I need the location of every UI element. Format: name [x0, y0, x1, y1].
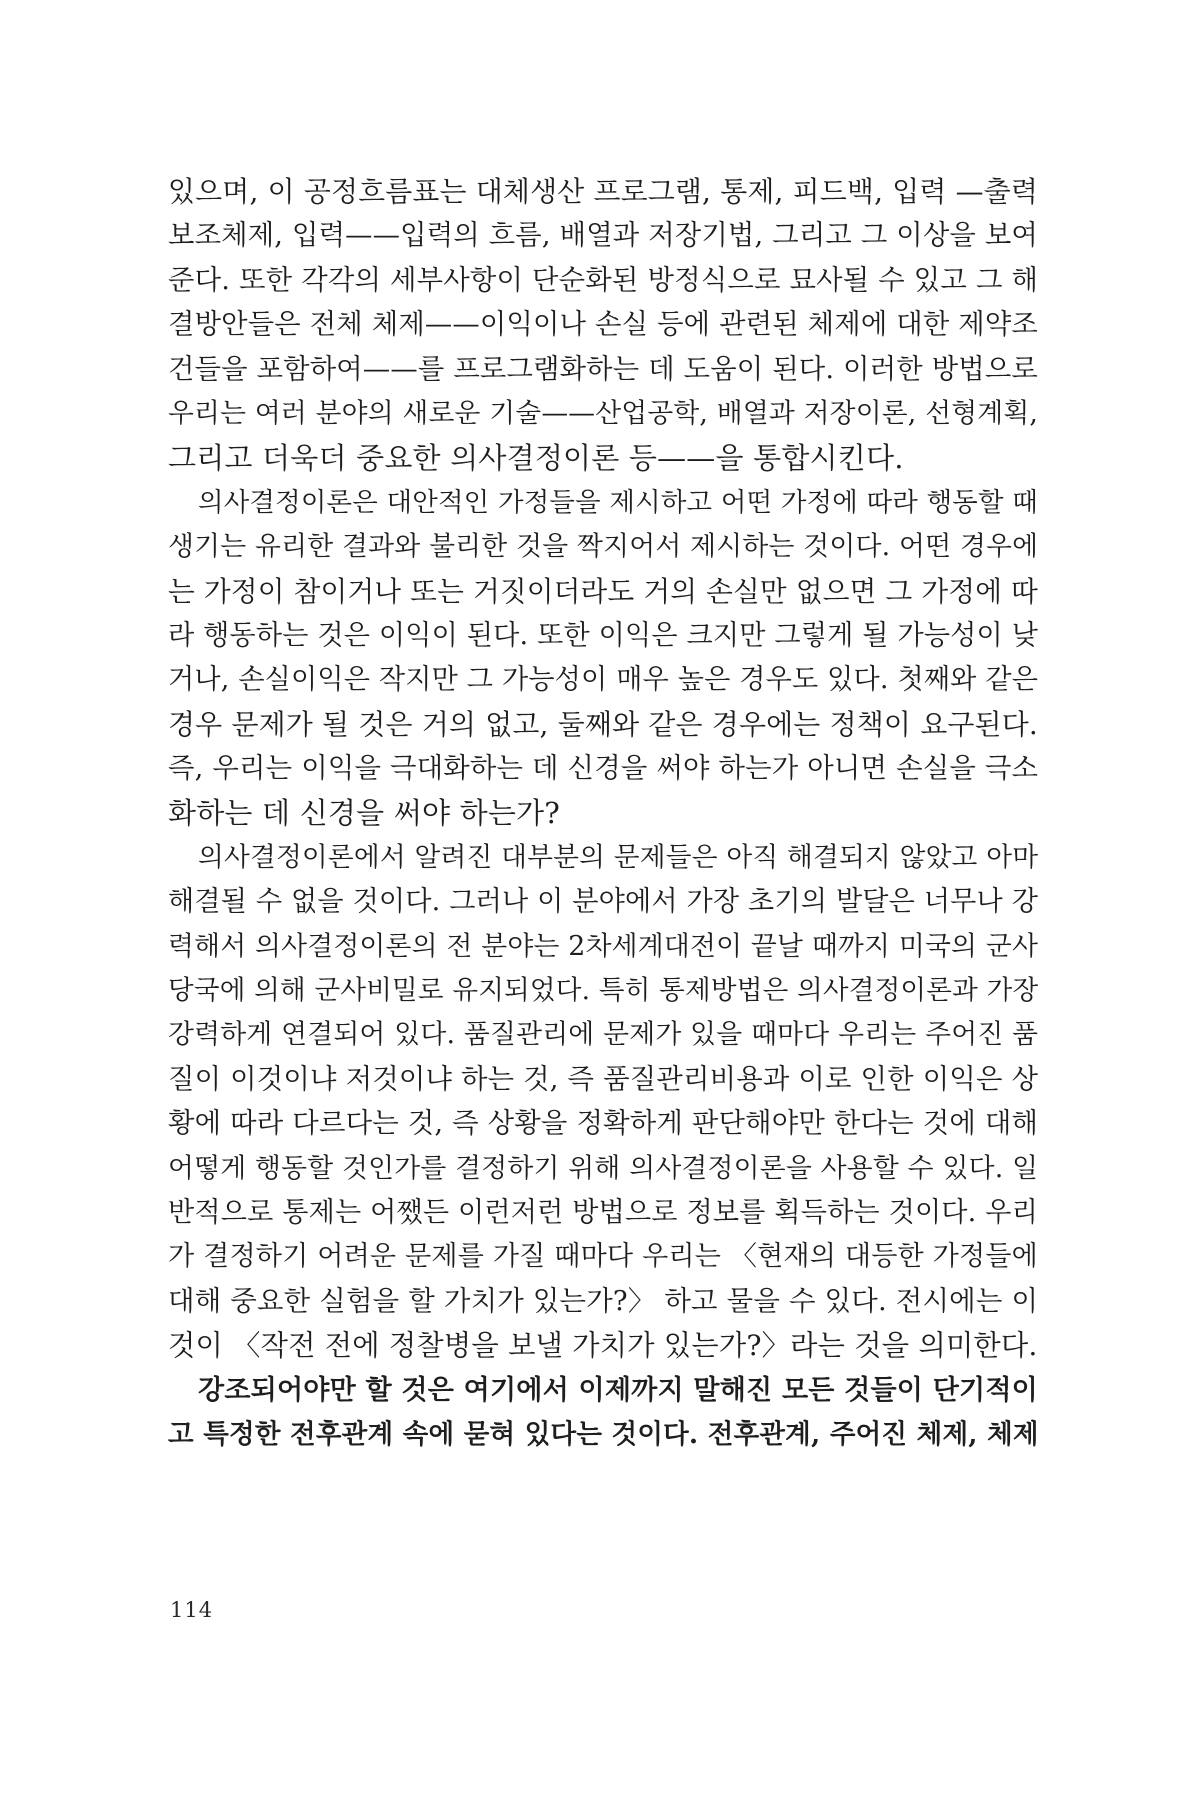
- text-line: 준다. 또한 각각의 세부사항이 단순화된 방정식으로 묘사될 수 있고 그 해: [168, 264, 1039, 296]
- text-line: 고 특정한 전후관계 속에 묻혀 있다는 것이다. 전후관계, 주어진 체제, 체제: [168, 1418, 1039, 1450]
- text-line: 반적으로 통제는 어쨌든 이런저런 방법으로 정보를 획득하는 것이다. 우리: [168, 1196, 1038, 1228]
- text-line: 화하는 데 신경을 써야 하는가?: [168, 796, 560, 831]
- text-line: 의사결정이론은 대안적인 가정들을 제시하고 어떤 가정에 따라 행동할 때: [198, 486, 1039, 518]
- text-line: 라 행동하는 것은 이익이 된다. 또한 이익은 크지만 그렇게 될 가능성이 낮: [168, 619, 1039, 651]
- text-line: 력해서 의사결정이론의 전 분야는 2차세계대전이 끝날 때까지 미국의 군사: [168, 930, 1039, 962]
- text-line: 보조체제, 입력——입력의 흐름, 배열과 저장기법, 그리고 그 이상을 보여: [168, 220, 1038, 252]
- body-text: [168, 170, 1038, 1457]
- text-line: 것이 〈작전 전에 정찰병을 보낼 가치가 있는가?〉라는 것을 의미한다.: [168, 1329, 1038, 1363]
- text-line: 생기는 유리한 결과와 불리한 것을 짝지어서 제시하는 것이다. 어떤 경우에: [168, 531, 1039, 563]
- page-number: 114: [170, 1598, 214, 1622]
- text-line: 의사결정이론에서 알려진 대부분의 문제들은 아직 해결되지 않았고 아마: [198, 841, 1039, 873]
- text-line: 어떻게 행동할 것인가를 결정하기 위해 의사결정이론을 사용할 수 있다. 일: [168, 1152, 1039, 1184]
- text-line: 해결될 수 없을 것이다. 그러나 이 분야에서 가장 초기의 발달은 너무나 강: [168, 886, 1039, 918]
- text-line: 질이 이것이냐 저것이냐 하는 것, 즉 품질관리비용과 이로 인한 이익은 상: [168, 1063, 1039, 1095]
- text-line: 는 가정이 참이거나 또는 거짓이더라도 거의 손실만 없으면 그 가정에 따: [168, 574, 1038, 608]
- text-line: 강력하게 연결되어 있다. 품질관리에 문제가 있을 때마다 우리는 주어진 품: [168, 1019, 1039, 1051]
- text-line: 즉, 우리는 이익을 극대화하는 데 신경을 써야 하는가 아니면 손실을 극소: [168, 753, 1039, 785]
- text-line: 우리는 여러 분야의 새로운 기술——산업공학, 배열과 저장이론, 선형계획,: [168, 397, 1039, 429]
- text-line: 건들을 포함하여——를 프로그램화하는 데 도움이 된다. 이러한 방법으로: [168, 353, 1038, 385]
- text-line: 그리고 더욱더 중요한 의사결정이론 등——을 통합시킨다.: [168, 441, 904, 476]
- text-line: 대해 중요한 실험을 할 가치가 있는가?〉 하고 물을 수 있다. 전시에는 이: [168, 1285, 1039, 1317]
- text-line: 결방안들은 전체 체제——이익이나 손실 등에 관련된 체제에 대한 제약조: [168, 309, 1038, 341]
- text-line: 거나, 손실이익은 작지만 그 가능성이 매우 높은 경우도 있다. 첫째와 같은: [168, 664, 1039, 696]
- text-line: 황에 따라 다르다는 것, 즉 상황을 정확하게 판단해야만 한다는 것에 대해: [168, 1108, 1039, 1140]
- text-line: 경우 문제가 될 것은 거의 없고, 둘째와 같은 경우에는 정책이 요구된다.: [168, 707, 1038, 741]
- text-line: 가 결정하기 어려운 문제를 가질 때마다 우리는 〈현재의 대등한 가정들에: [168, 1241, 1038, 1273]
- text-line: 당국에 의해 군사비밀로 유지되었다. 특히 통제방법은 의사결정이론과 가장: [168, 975, 1039, 1007]
- text-line: 있으며, 이 공정흐름표는 대체생산 프로그램, 통제, 피드백, 입력 —출력: [168, 175, 1038, 208]
- text-line: 강조되어야만 할 것은 여기에서 이제까지 말해진 모든 것들이 단기적이: [198, 1374, 1038, 1406]
